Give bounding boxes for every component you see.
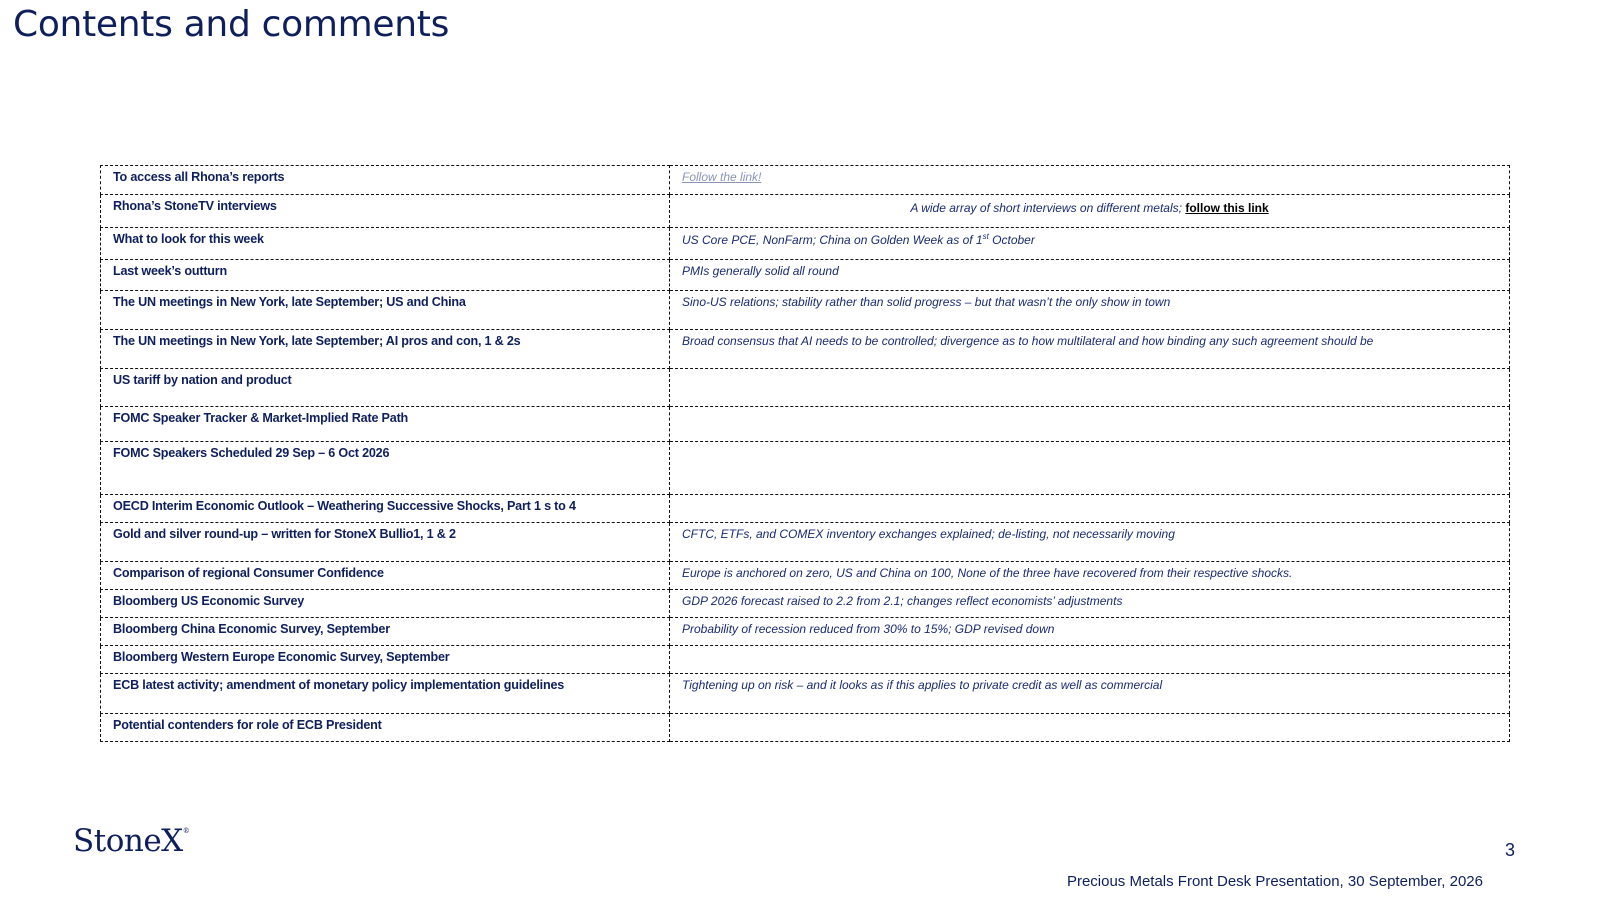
row-topic: The UN meetings in New York, late September; AI pros and con, 1 & 2s bbox=[101, 330, 670, 369]
row-topic: Bloomberg China Economic Survey, September bbox=[101, 618, 670, 646]
table-row bbox=[101, 195, 1510, 228]
row-topic: US tariff by nation and product bbox=[101, 369, 670, 407]
row-comment: Broad consensus that AI needs to be controlled; divergence as to how multilateral and how binding any such agreement should be bbox=[670, 330, 1510, 369]
table-row bbox=[101, 407, 1510, 442]
row-comment: GDP 2026 forecast raised to 2.2 from 2.1; changes reflect economists’ adjustments bbox=[670, 590, 1510, 618]
table-row bbox=[101, 618, 1510, 646]
row-topic: OECD Interim Economic Outlook – Weathering Successive Shocks, Part 1 s to 4 bbox=[101, 495, 670, 523]
row-comment: Sino-US relations; stability rather than solid progress – but that wasn’t the only show in town bbox=[670, 291, 1510, 330]
row-comment bbox=[670, 195, 1510, 228]
table-row bbox=[101, 646, 1510, 674]
row-topic: To access all Rhona’s reports bbox=[101, 166, 670, 195]
row-comment bbox=[670, 228, 1510, 260]
row-topic: Last week’s outturn bbox=[101, 260, 670, 291]
row-comment: PMIs generally solid all round bbox=[670, 260, 1510, 291]
row-comment bbox=[670, 166, 1510, 195]
table-row bbox=[101, 260, 1510, 291]
table-row bbox=[101, 330, 1510, 369]
table-row bbox=[101, 442, 1510, 495]
table-row bbox=[101, 495, 1510, 523]
row-topic: Rhona’s StoneTV interviews bbox=[101, 195, 670, 228]
table-row bbox=[101, 590, 1510, 618]
row-topic: FOMC Speakers Scheduled 29 Sep – 6 Oct 2026 bbox=[101, 442, 670, 495]
row-comment bbox=[670, 646, 1510, 674]
table-row bbox=[101, 674, 1510, 714]
contents-table bbox=[100, 165, 1510, 742]
row-comment bbox=[670, 369, 1510, 407]
footer-text: Precious Metals Front Desk Presentation, 30 September, 2026 bbox=[1066, 873, 1483, 890]
page-title: Contents and comments bbox=[13, 4, 450, 45]
table-row bbox=[101, 166, 1510, 195]
row-topic: Comparison of regional Consumer Confidence bbox=[101, 562, 670, 590]
row-comment bbox=[670, 495, 1510, 523]
row-comment-text: A wide array of short interviews on different metals; bbox=[910, 201, 1182, 215]
row-comment: Tightening up on risk – and it looks as if this applies to private credit as well as commercial bbox=[670, 674, 1510, 714]
row-topic: Potential contenders for role of ECB President bbox=[101, 714, 670, 742]
row-comment: CFTC, ETFs, and COMEX inventory exchanges explained; de-listing, not necessarily moving bbox=[670, 523, 1510, 562]
row-comment bbox=[670, 407, 1510, 442]
row-topic: FOMC Speaker Tracker & Market-Implied Rate Path bbox=[101, 407, 670, 442]
page-number: 3 bbox=[1505, 840, 1516, 860]
row-topic: The UN meetings in New York, late September; US and China bbox=[101, 291, 670, 330]
logo-registered-mark: ® bbox=[182, 827, 190, 835]
interviews-link[interactable]: follow this link bbox=[1185, 201, 1269, 215]
row-comment-sup: st bbox=[982, 232, 989, 241]
row-comment bbox=[670, 714, 1510, 742]
table-row bbox=[101, 523, 1510, 562]
table-row bbox=[101, 369, 1510, 407]
logo-text: StoneX bbox=[73, 823, 183, 859]
row-topic: Gold and silver round-up – written for StoneX Bullio1, 1 & 2 bbox=[101, 523, 670, 562]
row-topic: Bloomberg Western Europe Economic Survey, September bbox=[101, 646, 670, 674]
row-topic: Bloomberg US Economic Survey bbox=[101, 590, 670, 618]
row-comment-tail: October bbox=[988, 233, 1035, 247]
row-comment: Europe is anchored on zero, US and China on 100, None of the three have recovered from their respective shocks. bbox=[670, 562, 1510, 590]
table-row bbox=[101, 562, 1510, 590]
row-comment-text: US Core PCE, NonFarm; China on Golden Week as of 1 bbox=[682, 233, 983, 247]
table-row bbox=[101, 291, 1510, 330]
table-row bbox=[101, 228, 1510, 260]
row-comment: Probability of recession reduced from 30% to 15%; GDP revised down bbox=[670, 618, 1510, 646]
table-row bbox=[101, 714, 1510, 742]
row-topic: What to look for this week bbox=[101, 228, 670, 260]
row-comment bbox=[670, 442, 1510, 495]
stonex-logo bbox=[73, 823, 189, 859]
row-topic: ECB latest activity; amendment of monetary policy implementation guidelines bbox=[101, 674, 670, 714]
reports-link[interactable]: Follow the link! bbox=[682, 170, 762, 184]
